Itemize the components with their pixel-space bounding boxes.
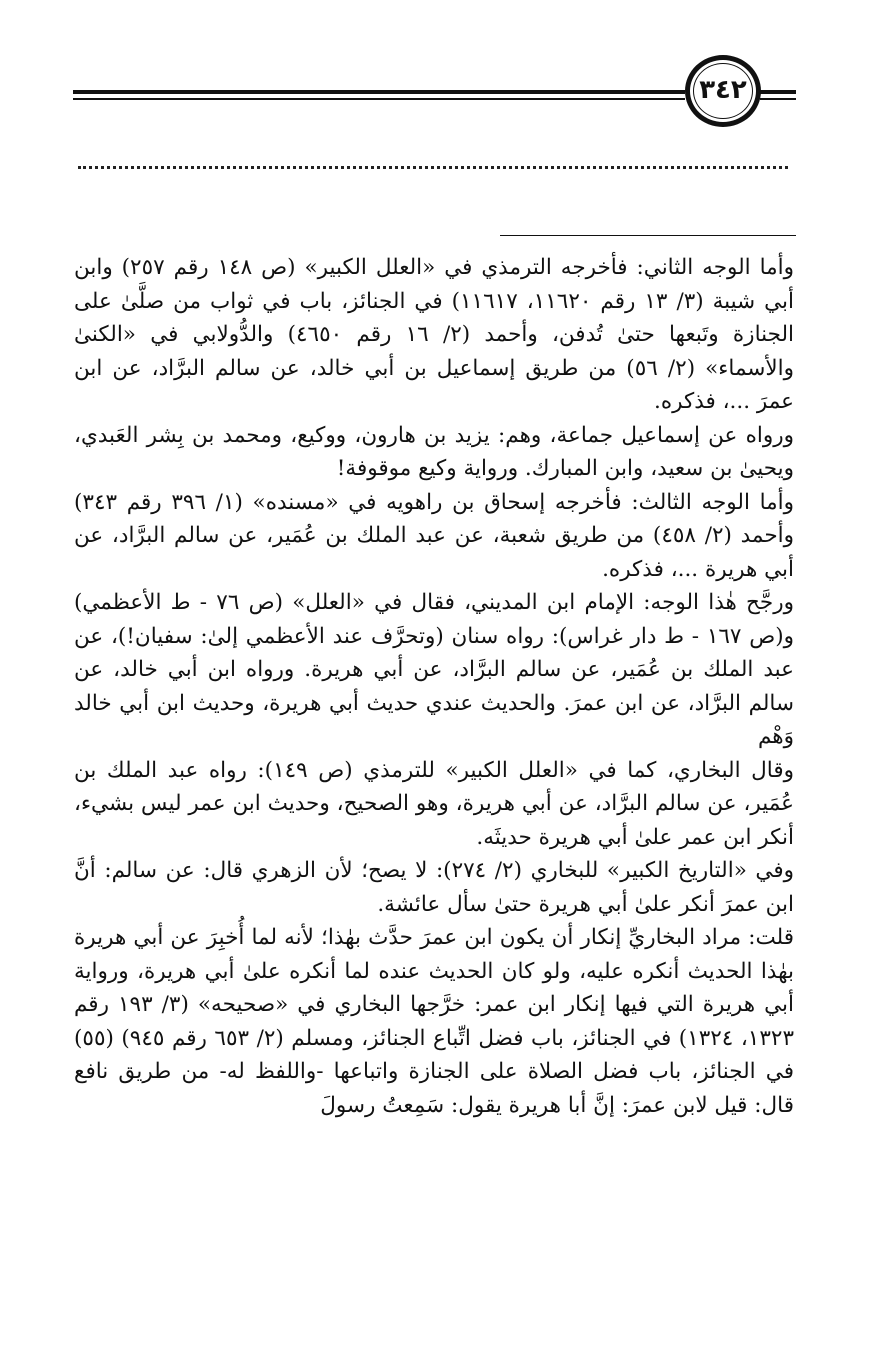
paragraph: وفي «التاريخ الكبير» للبخاري (٢/ ٢٧٤): لا يصح؛ لأن الزهري قال: عن سالم: أنَّ ابن عمرَ أنكر علىٰ أبي هريرة حتىٰ سأل عائشة. xyxy=(74,858,794,917)
header-rule-right-thick xyxy=(760,90,796,94)
paragraph: وقال البخاري، كما في «العلل الكبير» للترمذي (ص ١٤٩): رواه عبد الملك بن عُمَير، عن سالم البرَّاد، عن أبي هريرة، وهو الصحيح، وحديث ابن عمر ليس بشيء، أنكر ابن عمر علىٰ أبي هريرة حديثَه. xyxy=(74,757,794,850)
page-number: ٣٤٢ xyxy=(699,75,747,105)
paragraph: وأما الوجه الثاني: فأخرجه الترمذي في «العلل الكبير» (ص ١٤٨ رقم ٢٥٧) وابن أبي شيبة (٣/ ١٣ رقم ١١٦٢٠، ١١٦١٧) في الجنائز، باب في ثواب من صلَّىٰ على الجنازة وتَبعها حتىٰ تُدفن، وأحمد (٢/ ١٦ رقم ٤٦٥٠) والدُّولابي في «الكنىٰ والأسماء» (٢/ ٥٦) من طريق إسماعيل بن أبي خالد، عن سالم البرَّاد، عن ابن عمرَ ...، فذكره. xyxy=(74,255,795,414)
paragraph: ورجَّح هٰذا الوجه: الإمام ابن المديني، فقال في «العلل» (ص ٧٦ - ط الأعظمي) و(ص ١٦٧ - ط دار غراس): رواه سنان (وتحرَّف عند الأعظمي إلىٰ: سفيان!)، عن عبد الملك بن عُمَير، عن سالم البرَّاد، عن أبي هريرة. ورواه ابن أبي خالد، عن سالم البرَّاد، عن ابن عمرَ. والحديث عندي حديث أبي هريرة، وحديث ابن أبي خالد وَهْم xyxy=(74,590,794,749)
paragraph: ورواه عن إسماعيل جماعة، وهم: يزيد بن هارون، ووكيع، ومحمد بن بِشر العَبدي، ويحيىٰ بن سعيد، وابن المبارك. ورواية وكيع موقوفة! xyxy=(74,422,794,481)
header-rule-right-thin xyxy=(760,98,796,100)
header-rule-thick xyxy=(73,90,685,94)
header-rule-thin xyxy=(73,98,685,100)
paragraph: قلت: مراد البخاريِّ إنكار أن يكون ابن عمرَ حدَّث بهٰذا؛ لأنه لما أُخبِرَ عن أبي هريرة بهٰذا الحديث أنكره عليه، ولو كان الحديث عنده لما أنكره علىٰ أبي هريرة، ورواية أبي هريرة التي فيها إنكار ابن عمر: خرَّجها البخاري في «صحيحه» (٣/ ١٩٣ رقم ١٣٢٣، ١٣٢٤) في الجنائز، باب فضل اتِّباع الجنائز، ومسلم (٢/ ٦٥٣ رقم ٩٤٥) (٥٥) في الجنائز، باب فضل الصلاة على الجنازة واتباعها -واللفظ له- من طريق نافع قال: قيل لابن عمرَ: إنَّ أبا هريرة يقول: سَمِعتُ رسولَ xyxy=(74,925,794,1118)
footnote-separator xyxy=(500,235,796,236)
body-text xyxy=(74,251,794,1122)
page-number-badge xyxy=(685,55,761,127)
paragraph: وأما الوجه الثالث: فأخرجه إسحاق بن راهويه في «مسنده» (١/ ٣٩٦ رقم ٣٤٣) وأحمد (٢/ ٤٥٨) من طريق شعبة، عن عبد الملك بن عُمَير، عن سالم البرَّاد، عن أبي هريرة ...، فذكره. xyxy=(74,489,795,582)
dotted-separator xyxy=(78,166,788,169)
